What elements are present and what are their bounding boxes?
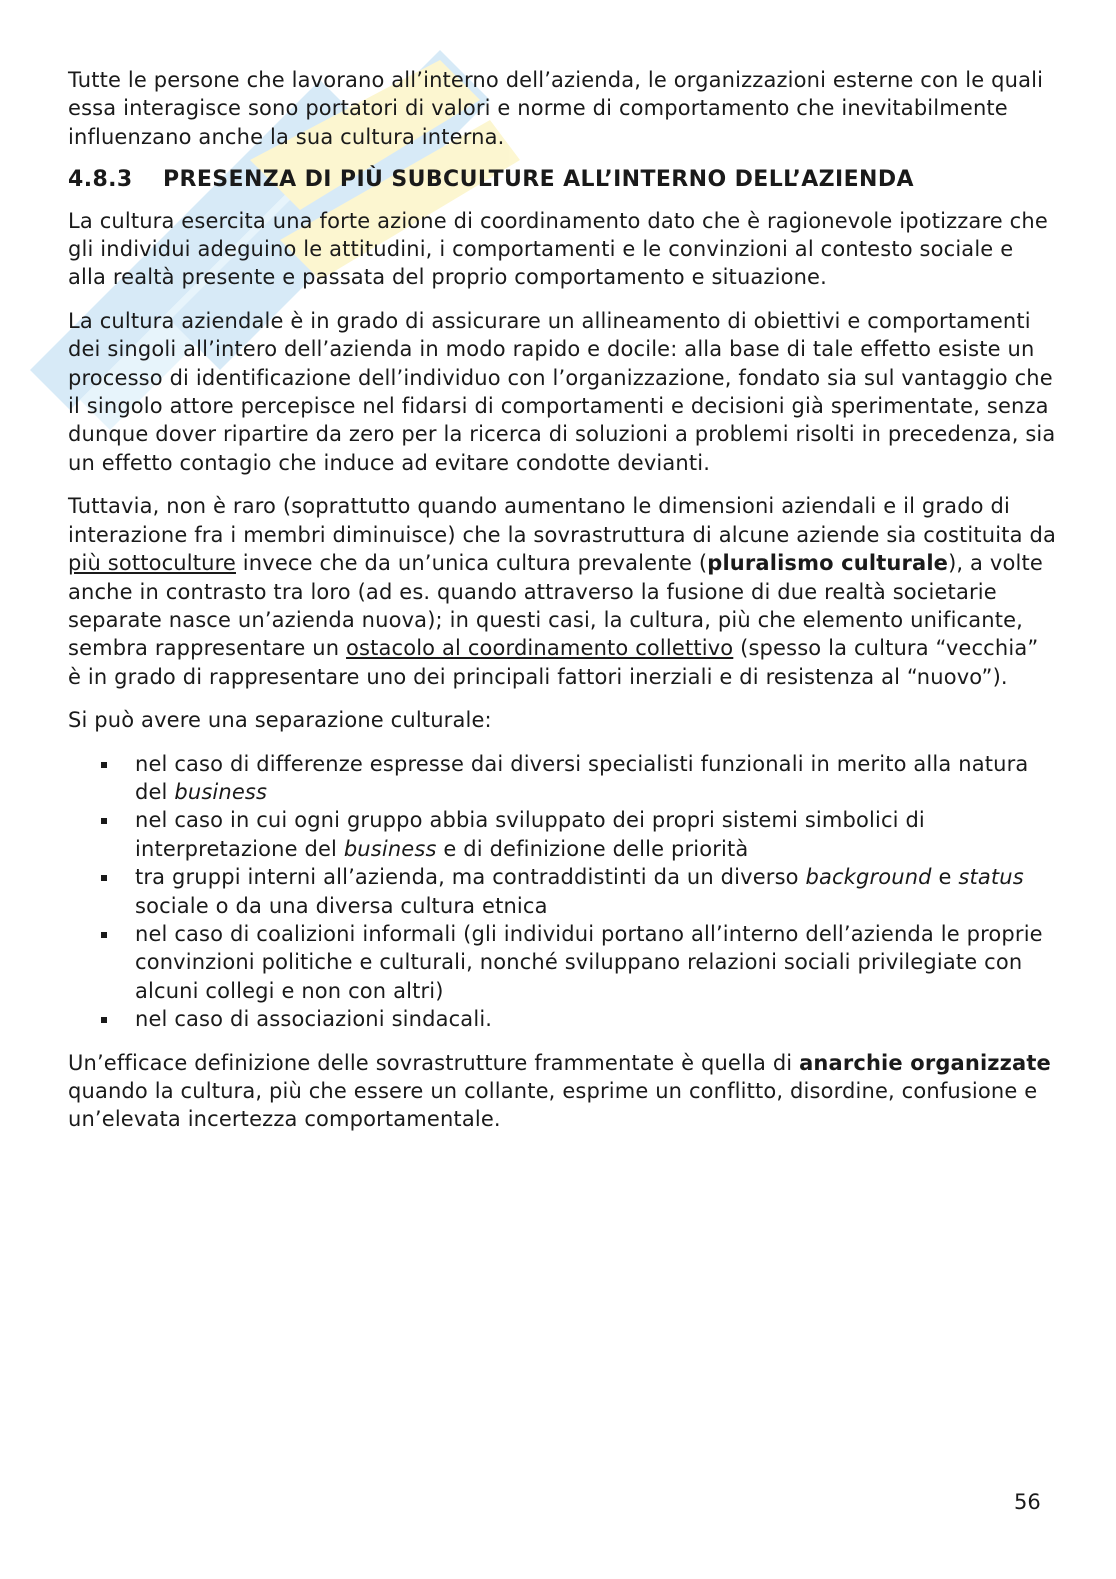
- list-item: nel caso di coalizioni informali (gli individui portano all’interno dell’azienda le proprie convinzioni politiche e culturali, nonché sviluppano relazioni sociali privilegiate con alcuni collegi e non con altri): [135, 920, 1058, 1005]
- italic-term: status: [958, 865, 1024, 890]
- italic-term: background: [805, 865, 932, 890]
- italic-term: business: [174, 779, 268, 804]
- text-run: tra gruppi interni all’azienda, ma contraddistinti da un diverso: [135, 865, 806, 890]
- paragraph-anarchies: [68, 1049, 1058, 1134]
- text-run: sociale o da una diversa cultura etnica: [135, 893, 548, 918]
- paragraph-separation-intro: Si può avere una separazione culturale:: [68, 708, 492, 733]
- list-item: [135, 863, 1058, 920]
- italic-term: business: [343, 836, 437, 861]
- document-page: [68, 66, 1058, 1149]
- text-run: quando la cultura, più che essere un collante, esprime un conflitto, disordine, confusione e un’elevata incertezza comportamentale.: [68, 1079, 1038, 1132]
- text-run: (spesso la cultura “vecchia” è in grado di rappresentare uno dei principali fattori inerziali e di resistenza al “nuovo”).: [68, 636, 1039, 689]
- paragraph-alignment: La cultura aziendale è in grado di assicurare un allineamento di obiettivi e comportamenti dei singoli all’intero dell’azienda in modo rapido e docile: alla base di tale effetto esiste un processo di identificazione dell’individuo con l’organizzazione, fondato sia sul vantaggio che il singolo attore percepisce nel fidarsi di comportamenti e decisioni già sperimentate, senza dunque dover ripartire da zero per la ricerca di soluzioni a problemi risolti in precedenza, sia un effetto contagio che induce ad evitare condotte devianti.: [68, 308, 1056, 475]
- list-item: [135, 750, 1058, 807]
- bold-term: pluralismo culturale: [707, 551, 949, 576]
- paragraph-subcultures: [68, 492, 1058, 691]
- bullet-list: [68, 750, 1058, 1034]
- section-heading: [68, 166, 1058, 194]
- text-run: nel caso in cui ogni gruppo abbia sviluppato dei propri sistemi simbolici di interpretazione del: [135, 808, 925, 861]
- intro-paragraph: Tutte le persone che lavorano all’interno dell’azienda, le organizzazioni esterne con le quali essa interagisce sono portatori di valori e norme di comportamento che inevitabilmente influenzano anche la sua cultura interna.: [68, 68, 1044, 149]
- paragraph-coordination: La cultura esercita una forte azione di coordinamento dato che è ragionevole ipotizzare che gli individui adeguino le attitudini, i comportamenti e le convinzioni al contesto sociale e alla realtà presente e passata del proprio comportamento e situazione.: [68, 208, 1048, 290]
- list-item: nel caso di associazioni sindacali.: [135, 1005, 1058, 1033]
- text-run: Un’efficace definizione delle sovrastrutture frammentate è quella di: [68, 1050, 800, 1075]
- page-number: 56: [1014, 1490, 1041, 1514]
- text-run: e di definizione delle priorità: [436, 836, 749, 861]
- text-run: invece che da un’unica cultura prevalente (: [235, 551, 708, 576]
- underlined-term: ostacolo al coordinamento collettivo: [346, 636, 734, 661]
- text-run: nel caso di differenze espresse dai diversi specialisti funzionali in merito alla natura del: [135, 751, 1029, 804]
- text-run: Tuttavia, non è raro (soprattutto quando aumentano le dimensioni aziendali e il grado di interazione fra i membri diminuisce) che la sovrastruttura di alcune aziende sia costituita da: [68, 494, 1056, 547]
- underlined-term: più sottoculture: [68, 551, 236, 576]
- section-number: 4.8.3: [68, 167, 133, 193]
- text-run: e: [931, 865, 959, 890]
- list-item: [135, 806, 1058, 863]
- section-title: PRESENZA DI PIÙ SUBCULTURE ALL’INTERNO DELL’AZIENDA: [163, 167, 914, 193]
- bold-term: anarchie organizzate: [799, 1050, 1051, 1075]
- text-run: ), a volte anche in contrasto tra loro (ad es. quando attraverso la fusione di due realtà societarie separate nasce un’azienda nuova); in questi casi, la cultura, più che elemento unificante, sembra rappresentare un: [68, 551, 1043, 661]
